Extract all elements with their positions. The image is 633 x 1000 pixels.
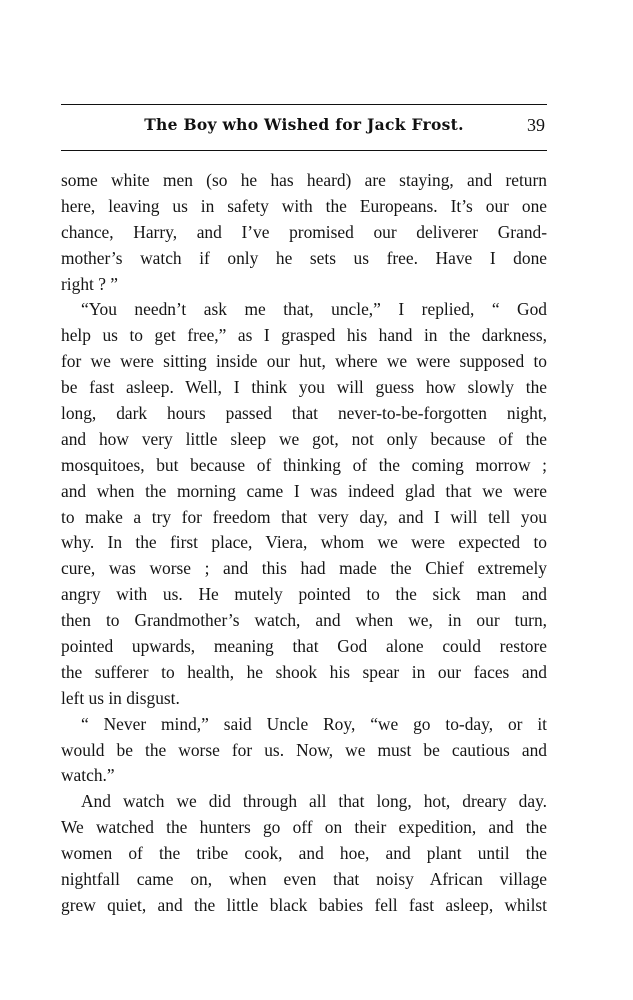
running-head: [61, 112, 547, 142]
text-line: We watched the hunters go off on their expedition, and the: [61, 817, 547, 838]
text-line: be fast asleep. Well, I think you will guess how slowly the: [61, 377, 547, 398]
text-line: angry with us. He mutely pointed to the sick man and: [61, 584, 547, 605]
text-line: for we were sitting inside our hut, where we were supposed to: [61, 351, 547, 372]
running-title: The Boy who Wished for Jack Frost.: [144, 115, 464, 134]
text-line: “You needn’t ask me that, uncle,” I replied, “ God: [81, 299, 547, 320]
text-line: some white men (so he has heard) are staying, and return: [61, 170, 547, 190]
text-line: mosquitoes, but because of thinking of the coming morrow ;: [61, 454, 547, 475]
text-line: help us to get free,” as I grasped his hand in the darkness,: [61, 325, 547, 346]
text-line: here, leaving us in safety with the Europeans. It’s our one: [61, 195, 547, 216]
text-line: watch.”: [61, 765, 115, 786]
text-line: pointed upwards, meaning that God alone could restore: [61, 636, 547, 657]
header-bottom-rule: [61, 150, 547, 151]
text-line: and when the morning came I was indeed glad that we were: [61, 480, 547, 501]
text-line: would be the worse for us. Now, we must be cautious and: [61, 739, 547, 760]
text-line: the sufferer to health, he shook his spear in our faces and: [61, 661, 547, 682]
text-line: long, dark hours passed that never-to-be-forgotten night,: [61, 403, 547, 424]
page-number: 39: [527, 115, 545, 135]
text-line: grew quiet, and the little black babies fell fast asleep, whilst: [61, 894, 547, 915]
text-line: “ Never mind,” said Uncle Roy, “we go to-day, or it: [81, 713, 547, 734]
header-top-rule: [61, 104, 547, 105]
text-line: chance, Harry, and I’ve promised our deliverer Grand-: [61, 221, 547, 242]
text-line: And watch we did through all that long, hot, dreary day.: [81, 791, 547, 812]
body-text: [61, 168, 547, 919]
text-line: left us in disgust.: [61, 687, 180, 708]
text-line: women of the tribe cook, and hoe, and plant until the: [61, 843, 547, 864]
text-line: and how very little sleep we got, not only because of the: [61, 428, 547, 449]
text-line: then to Grandmother’s watch, and when we, in our turn,: [61, 610, 547, 631]
text-line: why. In the first place, Viera, whom we were expected to: [61, 532, 547, 553]
text-line: nightfall came on, when even that noisy African village: [61, 869, 547, 890]
text-line: cure, was worse ; and this had made the Chief extremely: [61, 558, 547, 579]
text-line: to make a try for freedom that very day, and I will tell you: [61, 506, 547, 527]
text-line: right ? ”: [61, 273, 118, 294]
text-line: mother’s watch if only he sets us free. Have I done: [61, 247, 547, 268]
